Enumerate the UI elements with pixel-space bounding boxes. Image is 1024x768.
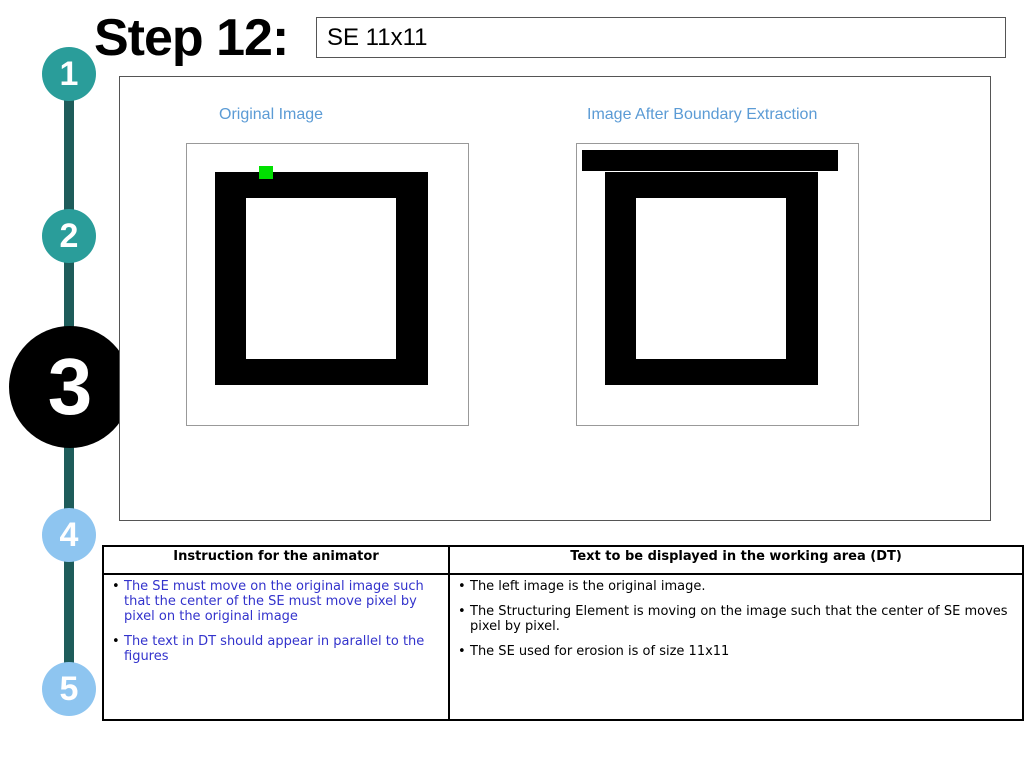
display-text-header: Text to be displayed in the working area (DT) [449, 546, 1023, 574]
result-square-hole [636, 198, 786, 359]
step-1-circle[interactable]: 1 [42, 47, 96, 101]
step-2-circle[interactable]: 2 [42, 209, 96, 263]
result-top-gap [652, 171, 817, 172]
step-5-circle[interactable]: 5 [42, 662, 96, 716]
original-square-hole [246, 198, 396, 359]
display-text-cell [449, 574, 1023, 720]
display-text-item: • The SE used for erosion is of size 11x11 [456, 644, 1016, 659]
instruction-item: • The text in DT should appear in parallel to the figures [110, 634, 442, 664]
instruction-table [102, 545, 1024, 721]
instruction-cell [103, 574, 449, 720]
original-image-frame [186, 143, 469, 426]
se-size-label: SE 11x11 [316, 17, 1006, 58]
instruction-header: Instruction for the animator [103, 546, 449, 574]
step-4-circle[interactable]: 4 [42, 508, 96, 562]
result-top-boundary-bar [582, 150, 838, 171]
display-text-item: • The Structuring Element is moving on the image such that the center of SE moves pixel by pixel. [456, 604, 1016, 634]
step-3-circle-active[interactable]: 3 [9, 326, 131, 448]
result-image-frame [576, 143, 859, 426]
instruction-item: • The SE must move on the original image such that the center of the SE must move pixel by pixel on the original image [110, 579, 442, 624]
step-title: Step 12: [94, 9, 289, 67]
display-text-item: • The left image is the original image. [456, 579, 1016, 594]
extracted-image-caption: Image After Boundary Extraction [587, 106, 818, 123]
structuring-element-marker[interactable] [259, 166, 273, 179]
original-image-caption: Original Image [219, 106, 324, 123]
